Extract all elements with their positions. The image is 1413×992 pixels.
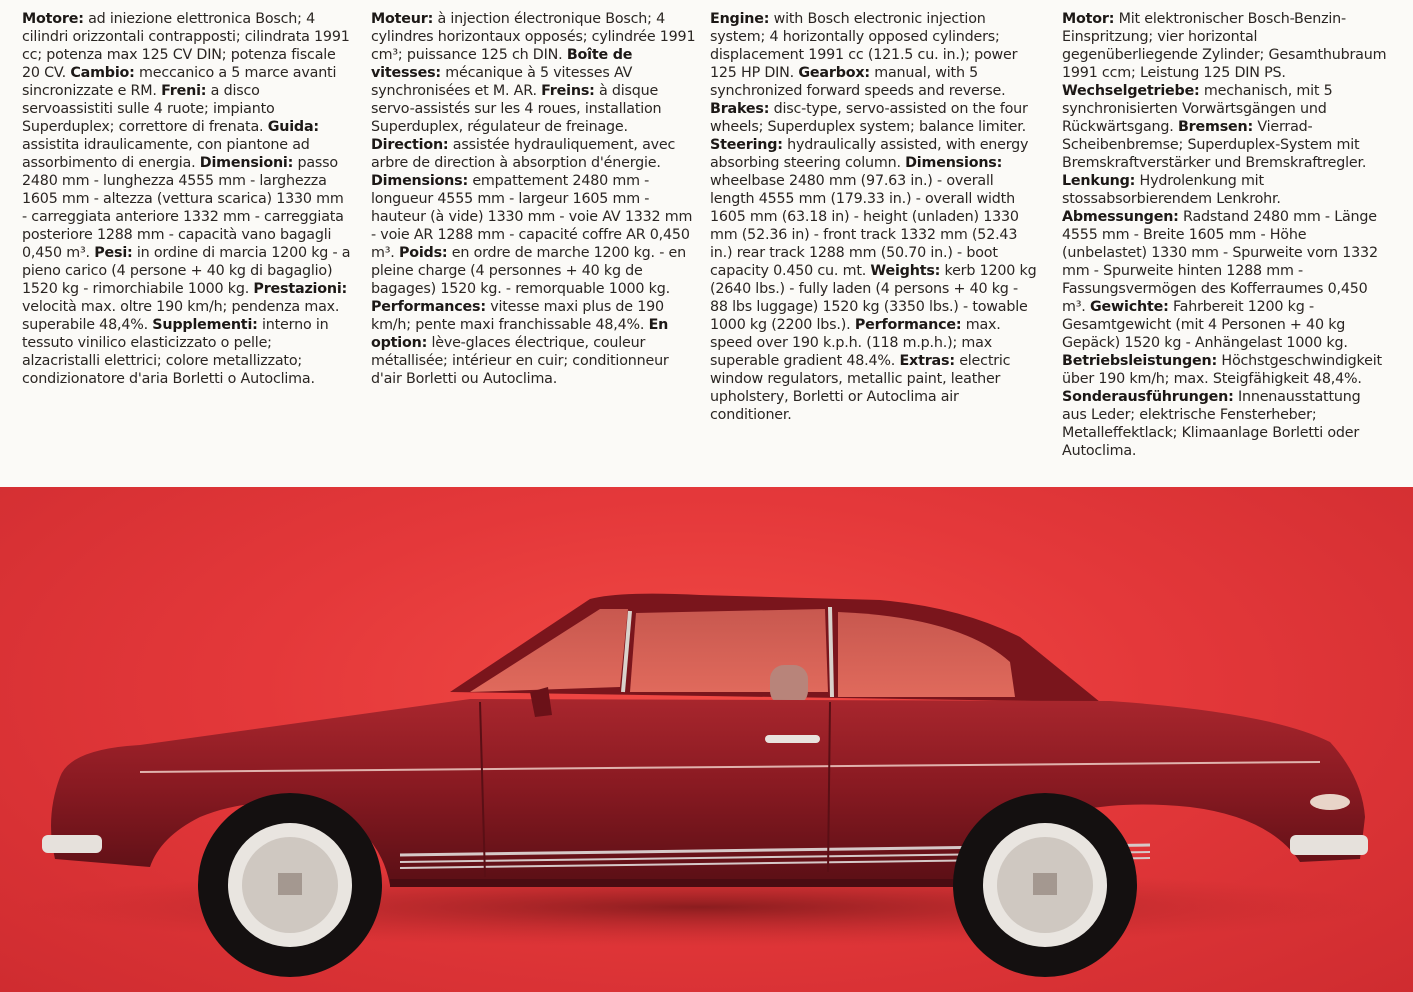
spec-label: Dimensions:	[371, 173, 468, 189]
spec-label: Poids:	[398, 245, 448, 261]
front-wheel	[198, 793, 382, 977]
spec-label: Performances:	[371, 299, 486, 315]
spec-label: Prestazioni:	[253, 281, 348, 297]
spec-label: Brakes:	[710, 101, 770, 117]
spec-column-english	[710, 10, 1040, 424]
spec-text: velocità max. oltre 190 km/h; pendenza max. superabile 48,4%.	[22, 299, 340, 333]
spec-label: Performance:	[854, 317, 962, 333]
coupe-side-view-illustration	[0, 487, 1413, 992]
spec-label: Pesi:	[94, 245, 133, 261]
car-photo	[0, 487, 1413, 992]
spec-text: kerb 1200 kg (2640 lbs.) - fully laden (4 persons + 40 kg - 88 lbs luggage) 1520 kg (3350 lbs.) - towable 1000 kg (2200 lbs.).	[710, 263, 1037, 333]
spec-text: max. speed over 190 k.p.h. (118 m.p.h.); max superable gradient 48.4%.	[710, 317, 1001, 369]
spec-text: Radstand 2480 mm - Länge 4555 mm - Breite 1605 mm - Höhe (unbelastet) 1330 mm - Spurweite vorn 1332 mm - Spurweite hinten 1288 mm - Fassungsvermögen des Kofferraumes 0,450 m³.	[1062, 209, 1378, 315]
spec-label: Supplementi:	[152, 317, 258, 333]
spec-label: Gearbox:	[798, 65, 870, 81]
spec-label: Freni:	[161, 83, 207, 99]
spec-label: Gewichte:	[1089, 299, 1169, 315]
spec-label: Dimensions:	[905, 155, 1003, 171]
spec-text: en ordre de marche 1200 kg. - en pleine charge (4 personnes + 40 kg de bagages) 1520 kg. - remorquable 1000 kg.	[371, 245, 686, 297]
spec-column-italian	[22, 10, 352, 388]
spec-text: mécanique à 5 vitesses AV synchronisées et M. AR.	[371, 65, 633, 99]
spec-label: En option:	[371, 317, 669, 351]
spec-text: à disque servo-assistés sur les 4 roues, installation Superduplex, régulateur de freinage.	[371, 83, 662, 135]
spec-text: empattement 2480 mm - longueur 4555 mm - largeur 1605 mm - hauteur (à vide) 1330 mm - voie AV 1332 mm - voie AR 1288 mm - capacité coffre AR 0,450 m³.	[371, 173, 693, 261]
spec-text: Innenausstattung aus Leder; elektrische Fensterheber; Metalleffektlack; Klimaanlage Borletti oder Autoclima.	[1062, 389, 1361, 459]
spec-label: Lenkung:	[1062, 173, 1136, 189]
spec-text: ad iniezione elettronica Bosch; 4 cilindri orizzontali contrapposti; cilindrata 1991 cc; potenza max 125 CV DIN; potenza fiscale 20 CV.	[22, 11, 350, 81]
spec-label: Motor:	[1062, 11, 1115, 27]
spec-label: Engine:	[710, 11, 770, 27]
spec-label: Motore:	[22, 11, 84, 27]
spec-text: electric window regulators, metallic paint, leather upholstery, Borletti or Autoclima air conditioner.	[710, 353, 1011, 423]
spec-text: wheelbase 2480 mm (97.63 in.) - overall length 4555 mm (179.33 in.) - overall width 1605 mm (63.18 in) - height (unladen) 1330 mm (52.36 in) - front track 1332 mm (52.43 in.) rear track 1288 mm (50.70 in.) - boot capacity 0.450 cu. mt.	[710, 173, 1019, 279]
spec-text: à injection électronique Bosch; 4 cylindres horizontaux opposés; cylindrée 1991 cm³; puissance 125 ch DIN.	[371, 11, 696, 63]
rear-wheel	[953, 793, 1137, 977]
spec-text: Mit elektronischer Bosch-Benzin-Einspritzung; vier horizontal gegenüberliegende Zylinder; Gesamthubraum 1991 ccm; Leistung 125 DIN PS.	[1062, 11, 1387, 81]
spec-label: Cambio:	[70, 65, 135, 81]
spec-text: in ordine di marcia 1200 kg - a pieno carico (4 persone + 40 kg di bagaglio) 1520 kg - rimorchiabile 1000 kg.	[22, 245, 351, 297]
spec-label: Extras:	[899, 353, 955, 369]
spec-label: Weights:	[870, 263, 941, 279]
spec-label: Direction:	[371, 137, 449, 153]
spec-label: Moteur:	[371, 11, 434, 27]
spec-text: disc-type, servo-assisted on the four wheels; Superduplex system; balance limiter.	[710, 101, 1028, 135]
spec-text: Fahrbereit 1200 kg - Gesamtgewicht (mit 4 Personen + 40 kg Gepäck) 1520 kg - Anhängelast 1000 kg.	[1062, 299, 1348, 351]
spec-text: with Bosch electronic injection system; 4 horizontally opposed cylinders; displacement 1991 cc (121.5 cu. in.); power 125 HP DIN.	[710, 11, 1018, 81]
spec-text: assistita idraulicamente, con piantone ad assorbimento di energia.	[22, 137, 310, 171]
spec-text: Hydrolenkung mit stossabsorbierendem Lenkrohr.	[1062, 173, 1281, 207]
spec-label: Steering:	[710, 137, 783, 153]
spec-text: Höchstgeschwindigkeit über 190 km/h; max. Steigfähigkeit 48,4%.	[1062, 353, 1382, 387]
spec-text: manual, with 5 synchronized forward speeds and reverse.	[710, 65, 1006, 99]
spec-label: Abmessungen:	[1062, 209, 1179, 225]
spec-label: Sonderausführungen:	[1062, 389, 1234, 405]
spec-label: Dimensioni:	[199, 155, 294, 171]
spec-label: Wechselgetriebe:	[1062, 83, 1200, 99]
spec-text: meccanico a 5 marce avanti sincronizzate e RM.	[22, 65, 337, 99]
spec-label: Bremsen:	[1177, 119, 1253, 135]
spec-text: vitesse maxi plus de 190 km/h; pente maxi franchissable 48,4%.	[371, 299, 664, 333]
spec-text: lève-glaces électrique, couleur métallisée; intérieur en cuir; conditionneur d'air Borletti ou Autoclima.	[371, 335, 669, 387]
spec-text: interno in tessuto vinilico elasticizzato o pelle; alzacristalli elettrici; colore metallizzato; condizionatore d'aria Borletti o Autoclima.	[22, 317, 329, 387]
spec-text: passo 2480 mm - lunghezza 4555 mm - larghezza 1605 mm - altezza (vettura scarica) 1330 mm - carreggiata anteriore 1332 mm - carreggiata posteriore 1288 mm - capacità vano bagagli 0,450 m³.	[22, 155, 344, 261]
spec-column-french	[371, 10, 701, 388]
spec-column-german	[1062, 10, 1388, 460]
spec-text: Vierrad-Scheibenbremse; Superduplex-System mit Bremskraftverstärker und Bremskraftregler.	[1062, 119, 1367, 171]
spec-text: a disco servoassistiti sulle 4 ruote; impianto Superduplex; correttore di frenata.	[22, 83, 275, 135]
spec-label: Betriebsleistungen:	[1062, 353, 1218, 369]
spec-text: hydraulically assisted, with energy absorbing steering column.	[710, 137, 1029, 171]
spec-label: Guida:	[267, 119, 319, 135]
spec-text: assistée hydrauliquement, avec arbre de direction à absorption d'énergie.	[371, 137, 676, 171]
spec-text: mechanisch, mit 5 synchronisierten Vorwärtsgängen und Rückwärtsgang.	[1062, 83, 1333, 135]
spec-label: Freins:	[541, 83, 595, 99]
spec-label: Boîte de vitesses:	[371, 47, 633, 81]
